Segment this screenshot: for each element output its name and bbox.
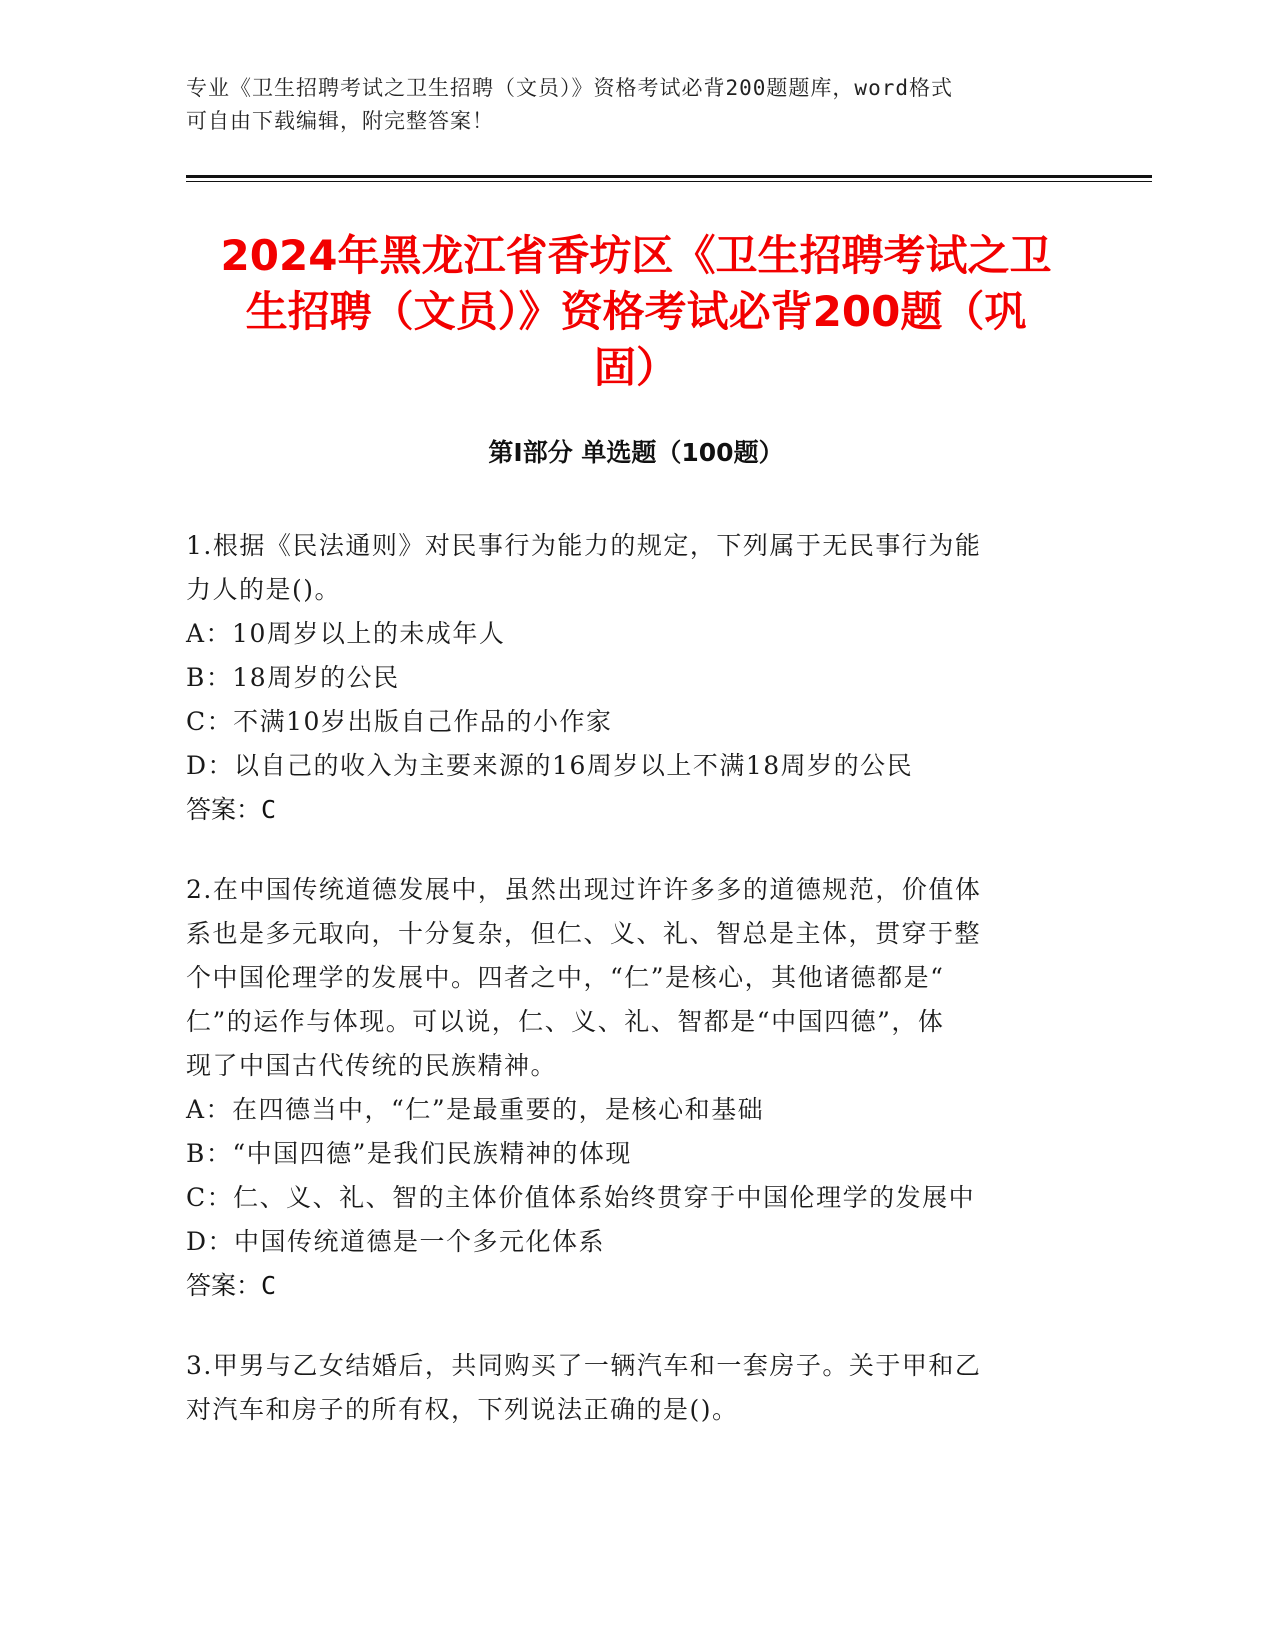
question-text-line: 1.根据《民法通则》对民事行为能力的规定，下列属于无民事行为能	[186, 531, 982, 560]
question-2	[186, 868, 1066, 1308]
option-d: D：以自己的收入为主要来源的16周岁以上不满18周岁的公民	[186, 751, 914, 780]
document-title	[186, 228, 1086, 396]
question-text-line: 仁”的运作与体现。可以说，仁、义、礼、智都是“中国四德”，体	[186, 1007, 945, 1036]
answer	[186, 1264, 1066, 1308]
header-divider-thin	[186, 181, 1152, 182]
answer-label: 答案：	[186, 1271, 262, 1300]
option-d: D：中国传统道德是一个多元化体系	[186, 1227, 606, 1256]
option-c: C：仁、义、礼、智的主体价值体系始终贯穿于中国伦理学的发展中	[186, 1183, 976, 1212]
question-text-line: 2.在中国传统道德发展中，虽然出现过许许多多的道德规范，价值体	[186, 875, 982, 904]
option-c: C：不满10岁出版自己作品的小作家	[186, 707, 613, 736]
question-text-line: 力人的是()。	[186, 575, 342, 604]
header-note	[186, 72, 1066, 138]
question-text-line: 3.甲男与乙女结婚后，共同购买了一辆汽车和一套房子。关于甲和乙	[186, 1351, 982, 1380]
question-text-line: 系也是多元取向，十分复杂，但仁、义、礼、智总是主体，贯穿于整	[186, 919, 982, 948]
option-b: B：“中国四德”是我们民族精神的体现	[186, 1139, 632, 1168]
header-note-line-2: 可自由下载编辑，附完整答案！	[186, 109, 494, 133]
answer	[186, 788, 1066, 832]
question-text-line: 对汽车和房子的所有权，下列说法正确的是()。	[186, 1395, 739, 1424]
question-text-line: 现了中国古代传统的民族精神。	[186, 1051, 558, 1080]
section-heading: 第Ⅰ部分 单选题（100题）	[488, 438, 784, 467]
header-note-line-1: 专业《卫生招聘考试之卫生招聘（文员）》资格考试必背200题题库，word格式	[186, 76, 953, 100]
option-a: A：在四德当中，“仁”是最重要的，是核心和基础	[186, 1095, 765, 1124]
question-text-line: 个中国伦理学的发展中。四者之中，“仁”是核心，其他诸德都是“	[186, 963, 945, 992]
title-line-1: 2024年黑龙江省香坊区《卫生招聘考试之卫	[220, 231, 1052, 280]
answer-value: C	[261, 1271, 277, 1300]
answer-label: 答案：	[186, 795, 262, 824]
option-b: B：18周岁的公民	[186, 663, 400, 692]
question-3	[186, 1344, 1066, 1432]
answer-value: C	[261, 795, 277, 824]
option-a: A：10周岁以上的未成年人	[186, 619, 506, 648]
question-1	[186, 524, 1066, 832]
title-line-3: 固）	[593, 343, 678, 392]
header-divider-thick	[186, 175, 1152, 178]
title-line-2: 生招聘（文员）》资格考试必背200题（巩	[245, 287, 1027, 336]
question-list	[186, 524, 1066, 1468]
